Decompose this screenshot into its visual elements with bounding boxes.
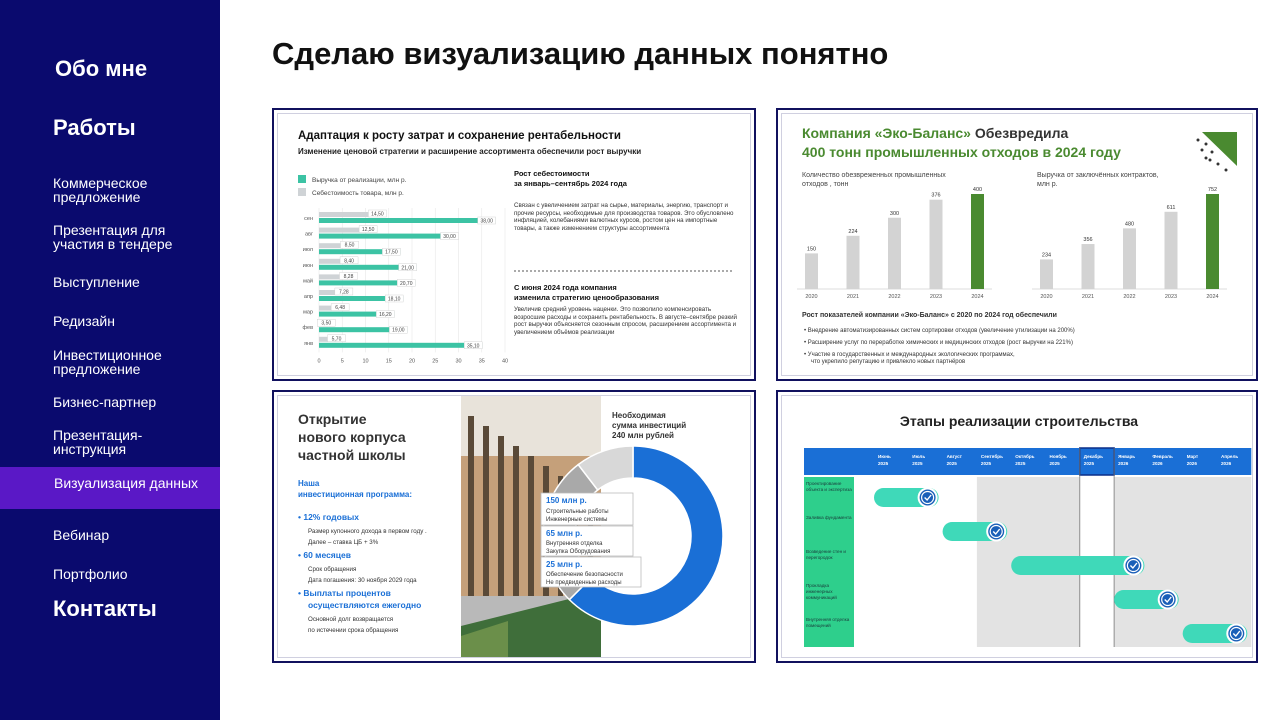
card2-year-label: 2024 — [1206, 294, 1219, 300]
card4-month-year: 2025 — [878, 461, 889, 466]
card2-year-label: 2021 — [846, 294, 860, 300]
card1-category-label: фев — [302, 325, 313, 332]
card2-bar-value: 376 — [931, 192, 941, 199]
card2-title-line1 — [802, 125, 1068, 141]
nav-item-data-visualization[interactable]: Визуализация данных — [54, 475, 199, 491]
card3-slice-label-1 — [541, 493, 633, 525]
card4-task-label: Возведение стен и перегородок — [806, 549, 846, 560]
card4-month-year: 2025 — [912, 461, 923, 466]
card2-bar-value: 611 — [1166, 204, 1176, 211]
card1-revenue-label: 30,00 — [443, 234, 456, 241]
card3-item2-desc1: Срок обращения — [308, 566, 357, 573]
nav-item-commercial-offer[interactable]: Коммерческое предложение — [53, 175, 148, 205]
card2-label-right: Выручка от заключённых контрактов, млн р. — [1037, 172, 1159, 188]
sidebar — [0, 0, 220, 720]
card1-legend-revenue: Выручка от реализации, млн р. — [312, 177, 407, 184]
card1-bar-revenue — [319, 234, 459, 239]
card4-month-year: 2025 — [1083, 461, 1095, 466]
card4-month-year: 2026 — [1221, 461, 1232, 466]
card4-task-label-box — [806, 481, 852, 509]
card2-label-right-box — [1037, 172, 1167, 196]
card3-item1-desc1: Размер купонного дохода в первом году . — [308, 528, 427, 535]
card3-slice-label-3 — [541, 557, 641, 587]
card4-task-label-box — [806, 515, 852, 543]
card1-revenue-label: 17,50 — [385, 249, 398, 256]
card-school-investment[interactable] — [272, 390, 756, 663]
card2-bar — [971, 194, 984, 289]
card2-year-label: 2020 — [1040, 294, 1053, 300]
nav-item-investment-offer[interactable]: Инвестиционное предложение — [53, 347, 162, 377]
card2-bullet-1: • Внедрение автоматизированных систем сортировки отходов (увеличение утилизации на 200%) — [804, 328, 1075, 334]
card1-cost-label: 8,28 — [343, 273, 354, 280]
card1-legend-revenue-swatch — [298, 175, 306, 183]
card4-month-year: 2026 — [1118, 461, 1129, 466]
card1-revenue-label: 38,00 — [480, 218, 493, 225]
card1-x-tick: 25 — [432, 358, 439, 365]
card-construction-stages-content — [781, 395, 1253, 658]
nav-item-speech[interactable]: Выступление — [53, 274, 140, 290]
card4-month-year: 2025 — [980, 461, 992, 466]
card2-year-label: 2020 — [805, 294, 818, 300]
card3-item1-heading: • 12% годовых — [298, 512, 360, 522]
nav-item-webinar[interactable]: Вебинар — [53, 527, 110, 543]
card1-revenue-label: 18,10 — [387, 296, 401, 303]
card2-year-label: 2024 — [971, 294, 984, 300]
card1-cost-label: 12,50 — [361, 227, 375, 234]
card2-bar — [888, 218, 901, 289]
card1-legend-cost: Себестоимость товара, млн р. — [312, 190, 404, 197]
nav-item-business-partner[interactable]: Бизнес-партнер — [53, 394, 157, 410]
card3-item2-desc2: Дата погашения: 30 ноября 2029 года — [308, 577, 417, 584]
card-construction-stages[interactable] — [776, 390, 1258, 663]
card2-bar — [847, 236, 860, 289]
card3-svg — [278, 396, 751, 658]
card4-month-year: 2025 — [1049, 461, 1060, 466]
card1-category-label: июн — [302, 262, 313, 269]
card2-chart-waste — [797, 187, 992, 300]
card1-cost-label: 8,40 — [344, 258, 354, 265]
nav-contacts[interactable]: Контакты — [53, 596, 157, 621]
card2-bar-value: 150 — [806, 246, 817, 253]
card1-right-text-1-box — [514, 202, 740, 262]
card4-month-label: Декабрь — [1083, 454, 1104, 459]
card1-svg — [278, 114, 751, 376]
nav-item-tender-presentation[interactable]: Презентация для участия в тендере — [53, 222, 173, 252]
card1-category-label: сен — [304, 216, 313, 222]
card4-task-label-box — [806, 617, 852, 645]
card2-title-verb: Обезвредила — [974, 125, 1069, 141]
card1-bar-revenue — [319, 343, 482, 348]
card2-bar — [1082, 244, 1095, 289]
card3-item1-desc2: Далее – ставка ЦБ + 3% — [308, 539, 379, 546]
card3-slice1-line1: Строительные работы — [546, 509, 609, 515]
card3-slice1-value: 150 млн р. — [546, 496, 587, 505]
card3-item3-desc1: Основной долг возвращается — [308, 616, 394, 623]
card2-bar-value: 356 — [1083, 237, 1093, 244]
card3-slice3-value: 25 млн р. — [546, 560, 583, 569]
card4-month-year: 2026 — [1152, 461, 1163, 466]
card1-x-tick: 20 — [408, 358, 416, 365]
card1-revenue-label: 16,20 — [379, 312, 392, 319]
card4-svg — [782, 396, 1253, 658]
card1-category-label: мар — [303, 309, 313, 316]
card1-x-tick: 0 — [317, 358, 321, 365]
card2-year-label: 2023 — [929, 294, 943, 300]
nav-works[interactable]: Работы — [53, 115, 136, 140]
card4-month-label: Март — [1186, 454, 1199, 459]
card4-month-label: Ноябрь — [1049, 454, 1067, 459]
card4-month-label: Август — [946, 454, 962, 459]
card4-month-label: Октябрь — [1015, 454, 1035, 459]
card2-chart-revenue — [1032, 187, 1227, 300]
card3-program-title: Наша инвестиционная программа: — [298, 479, 413, 499]
card2-bar-value: 400 — [972, 187, 983, 193]
card1-x-tick: 15 — [385, 358, 392, 365]
card-school-investment-content — [277, 395, 751, 658]
card1-category-label: май — [303, 278, 313, 285]
card3-slice1-line2: Инженерные системы — [546, 517, 608, 523]
card2-year-label: 2023 — [1164, 294, 1178, 300]
nav-item-instruction-presentation[interactable]: Презентация-инструкция — [53, 427, 143, 457]
card4-task-label: Заливка фундамента — [806, 515, 852, 520]
card-eco-balance-content — [781, 113, 1253, 376]
card2-decor-icon — [1197, 132, 1238, 172]
card3-slice2-value: 65 млн р. — [546, 529, 583, 538]
card-eco-balance[interactable] — [776, 108, 1258, 381]
card2-bullet-3: • Участие в государственных и международных экологических программах, что укрепило репутацию и привлекло новых партнёров — [804, 352, 1015, 365]
card4-task-label-box — [806, 583, 852, 611]
card2-bar — [805, 253, 818, 289]
page-title: Сделаю визуализацию данных понятно — [272, 36, 889, 71]
nav-item-portfolio[interactable]: Портфолио — [53, 566, 128, 582]
card3-item2-heading: • 60 месяцев — [298, 550, 351, 560]
card3-item3-desc2: по истечении срока обращения — [308, 627, 399, 634]
card2-year-label: 2022 — [888, 294, 901, 300]
card2-bar-value: 480 — [1124, 221, 1135, 228]
card2-bar-value: 300 — [889, 210, 900, 217]
card3-slice3-line2: Не предвиденные расходы — [546, 580, 622, 586]
card1-x-tick: 40 — [501, 358, 509, 365]
card2-bar-value: 752 — [1207, 187, 1218, 193]
card4-header-row — [804, 448, 1251, 475]
card4-month-year: 2026 — [1186, 461, 1197, 466]
card4-month-year: 2025 — [1015, 461, 1026, 466]
card4-title: Этапы реализации строительства — [899, 413, 1139, 429]
card1-bar-chart — [302, 208, 508, 364]
card1-right-text-1: Связан с увеличением затрат на сырье, материалы, энергию, транспорт и прочие ресурсы, необходимые для производства товаров. Это обусловлено инфляцией, колебаниями валютных курсов, ростом цен на импортные товары, а также изменением структуры ассортимента — [514, 202, 734, 232]
card1-revenue-label: 35,10 — [466, 343, 480, 350]
card1-right-heading-1: Рост себестоимости за январь–сентябрь 2024 года — [514, 169, 627, 188]
card1-category-label: янв — [304, 340, 313, 347]
card2-svg — [782, 114, 1253, 376]
card4-month-label: Апрель — [1221, 454, 1239, 459]
card4-month-year: 2025 — [946, 461, 957, 466]
card4-task-label-box — [806, 549, 852, 577]
card1-right-heading-2: С июня 2024 года компания изменила стратегию ценообразования — [514, 283, 659, 302]
card3-slice2-line1: Внутренняя отделка — [546, 541, 603, 547]
card4-task-label: Проектирование объекта и экспертиза — [806, 481, 852, 492]
nav-about[interactable]: Обо мне — [55, 56, 148, 81]
card4-task-label: Внутренняя отделка помещений — [806, 617, 850, 628]
card-cost-adaptation-content — [277, 113, 751, 376]
card1-right-text-2-box — [514, 306, 740, 362]
card1-cost-label: 5,70 — [331, 336, 342, 343]
card3-slice2-line2: Закупка Оборудования — [546, 549, 611, 555]
card2-label-left-box — [802, 172, 972, 196]
card1-cost-label: 14,50 — [371, 211, 384, 218]
card3-slice-label-2 — [541, 526, 633, 556]
card2-year-label: 2022 — [1123, 294, 1136, 300]
card2-bar — [1165, 212, 1178, 289]
card1-right-text-2: Увеличив средний уровень наценки. Это позволило компенсировать возросшие расходы и сохранить рентабельность. В августе–сентябре резкий рост выручки объясняется сезонным спросом, расширением ассортимента и увеличением объёмов реализации — [514, 306, 737, 336]
card1-cost-label: 8,50 — [344, 242, 355, 249]
card2-bar — [930, 200, 943, 289]
card2-bar-value: 234 — [1041, 252, 1052, 259]
nav-item-redesign[interactable]: Редизайн — [53, 313, 115, 329]
card4-task-label: Прокладка инженерных коммуникаций — [806, 583, 837, 600]
card2-bar-value: 224 — [848, 228, 858, 235]
card1-x-tick: 35 — [478, 358, 485, 365]
card1-cost-label: 7,28 — [338, 289, 349, 296]
card4-month-label: Июнь — [878, 454, 891, 459]
card4-month-label: Июль — [912, 454, 926, 459]
card1-category-label: авг — [305, 231, 313, 238]
card4-gantt-chart — [804, 448, 1251, 647]
card3-slice3-line1: Обеспечение безопасности — [546, 572, 623, 578]
card3-item3-heading: • Выплаты процентов осуществляются ежегодно — [298, 588, 422, 610]
card2-bar — [1040, 259, 1053, 289]
card3-donut-title: Необходимая сумма инвестиций 240 млн рублей — [612, 411, 687, 440]
card2-title-line2: 400 тонн промышленных отходов в 2024 году — [802, 144, 1121, 160]
card1-revenue-label: 21,00 — [401, 265, 414, 272]
card1-cost-label: 3,50 — [321, 320, 332, 327]
card1-category-label: июл — [302, 247, 313, 254]
card-cost-adaptation[interactable] — [272, 108, 756, 381]
card1-revenue-label: 20,70 — [399, 280, 413, 287]
card2-title-company: Компания «Эко-Баланс» — [802, 125, 975, 141]
card1-x-tick: 10 — [362, 358, 369, 365]
card2-bar — [1123, 228, 1136, 289]
card2-bullet-2: • Расширение услуг по переработке химических и медицинских отходов (рост выручки на 221%) — [804, 340, 1073, 346]
card4-month-label: Сентябрь — [980, 454, 1003, 459]
card1-revenue-label: 19,00 — [392, 327, 405, 334]
card1-x-tick: 5 — [340, 358, 344, 365]
card4-month-label: Январь — [1118, 454, 1136, 459]
card1-title: Адаптация к росту затрат и сохранение рентабельности — [298, 130, 621, 142]
card2-label-left: Количество обезвреженных промышленных отходов , тонн — [802, 172, 946, 188]
card1-category-label: апр — [303, 294, 313, 300]
card4-month-label: Февраль — [1152, 454, 1173, 459]
card1-x-tick: 30 — [455, 358, 462, 365]
card2-bottom-title: Рост показателей компании «Эко-Баланс» с 2020 по 2024 год обеспечили — [802, 312, 1057, 319]
card1-legend-cost-swatch — [298, 188, 306, 196]
card1-subtitle: Изменение ценовой стратегии и расширение ассортимента обеспечили рост выручки — [298, 147, 642, 156]
card1-cost-label: 6,48 — [335, 305, 345, 312]
card3-title: Открытие нового корпуса частной школы — [298, 411, 406, 463]
card2-year-label: 2021 — [1081, 294, 1095, 300]
card1-bar-revenue — [319, 218, 496, 223]
card2-bar — [1206, 194, 1219, 289]
